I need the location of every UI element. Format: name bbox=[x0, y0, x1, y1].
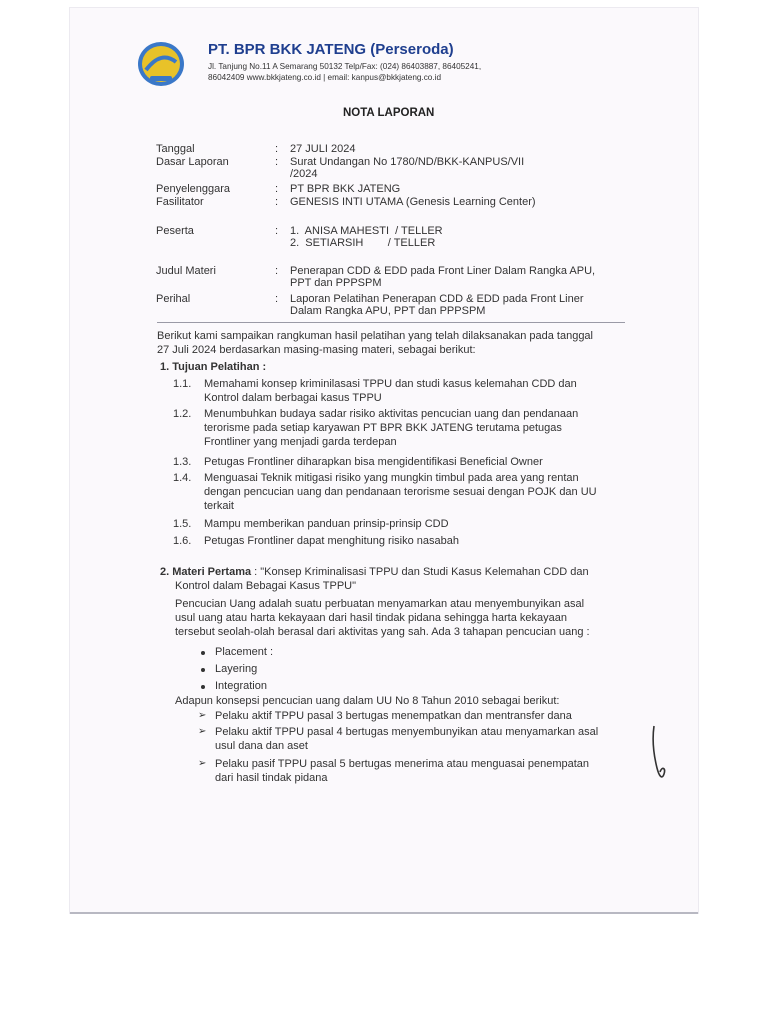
list-item bbox=[204, 407, 629, 449]
list-item bbox=[204, 534, 629, 548]
meta-divider bbox=[157, 322, 625, 323]
list-item-number: 1.1. bbox=[173, 378, 192, 390]
arrow-bullet-icon: ➢ bbox=[198, 726, 207, 737]
meta-label: Penyelenggara bbox=[156, 183, 231, 195]
stage-item: Layering bbox=[215, 663, 258, 675]
list-item-line: Mampu memberikan panduan prinsip-prinsip CDD bbox=[204, 518, 449, 530]
list-item-number: 1.2. bbox=[173, 408, 192, 420]
meta-colon: : bbox=[275, 183, 279, 195]
address-line: Jl. Tanjung No.11 A Semarang 50132 Telp/Fax: (024) 86403887, 86405241, bbox=[208, 62, 482, 71]
intro-line: 27 Juli 2024 berdasarkan masing-masing materi, sebagai berikut: bbox=[157, 344, 476, 356]
bullet-icon bbox=[201, 668, 205, 672]
meta-label: Judul Materi bbox=[156, 265, 216, 277]
konsepsi-item bbox=[215, 725, 630, 753]
konsepsi-item-line: Pelaku aktif TPPU pasal 3 bertugas menempatkan dan mentransfer dana bbox=[215, 710, 572, 722]
meta-value: Laporan Pelatihan Penerapan CDD & EDD pada Front Liner Dalam Rangka APU, PPT dan PPPSPM bbox=[290, 293, 584, 317]
meta-value: 27 JULI 2024 bbox=[290, 143, 356, 155]
meta-colon: : bbox=[275, 156, 279, 168]
konsepsi-item-line: dari hasil tindak pidana bbox=[215, 772, 328, 784]
list-item-line: terkait bbox=[204, 500, 234, 512]
list-item-line: Menumbuhkan budaya sadar risiko aktivitas pencucian uang dan pendanaan bbox=[204, 408, 579, 420]
meta-value: GENESIS INTI UTAMA (Genesis Learning Center) bbox=[290, 196, 536, 208]
konsepsi-item-line: Pelaku pasif TPPU pasal 5 bertugas menerima atau menguasai penempatan bbox=[215, 758, 590, 770]
meta-label: Perihal bbox=[156, 293, 191, 305]
arrow-bullet-icon: ➢ bbox=[198, 758, 207, 769]
list-item-line: Menguasai Teknik mitigasi risiko yang mungkin timbul pada area yang rentan bbox=[204, 472, 579, 484]
meta-label: Fasilitator bbox=[156, 196, 204, 208]
konsepsi-line: Adapun konsepsi pencucian uang dalam UU No 8 Tahun 2010 sebagai berikut: bbox=[175, 695, 560, 707]
meta-colon: : bbox=[275, 225, 279, 237]
konsepsi-item-line: usul dana dan aset bbox=[215, 740, 308, 752]
company-address bbox=[208, 61, 538, 83]
list-item-number: 1.5. bbox=[173, 518, 192, 530]
bullet-icon bbox=[201, 685, 205, 689]
konsepsi-item-line: Pelaku aktif TPPU pasal 4 bertugas menyembunyikan atau menyamarkan asal bbox=[215, 726, 599, 738]
meta-colon: : bbox=[275, 196, 279, 208]
intro-line: Berikut kami sampaikan rangkuman hasil pelatihan yang telah dilaksanakan pada tanggal bbox=[157, 330, 593, 342]
list-item-line: Frontliner yang menjadi garda terdepan bbox=[204, 436, 397, 448]
document-title: NOTA LAPORAN bbox=[343, 107, 435, 119]
list-item-line: Petugas Frontliner diharapkan bisa mengidentifikasi Beneficial Owner bbox=[204, 456, 543, 468]
meta-colon: : bbox=[275, 293, 279, 305]
meta-label: Dasar Laporan bbox=[156, 156, 229, 168]
meta-label: Peserta bbox=[156, 225, 194, 237]
meta-label: Tanggal bbox=[156, 143, 195, 155]
meta-value: PT BPR BKK JATENG bbox=[290, 183, 401, 195]
list-item-line: Petugas Frontliner dapat menghitung risiko nasabah bbox=[204, 535, 459, 547]
address-line: 86042409 www.bkkjateng.co.id | email: kanpus@bkkjateng.co.id bbox=[208, 73, 442, 82]
meta-colon: : bbox=[275, 265, 279, 277]
intro-paragraph bbox=[157, 329, 627, 357]
handwritten-mark bbox=[648, 722, 670, 782]
list-item bbox=[204, 517, 629, 531]
section-2-heading: 2. Materi Pertama : "Konsep Kriminalisasi TPPU dan Studi Kasus Kelemahan CDD dan Kontrol dalam Bebagai Kasus TPPU" bbox=[160, 566, 589, 592]
bullet-icon bbox=[201, 651, 205, 655]
arrow-bullet-icon: ➢ bbox=[198, 710, 207, 721]
stage-item: Integration bbox=[215, 680, 267, 692]
meta-value: 1. ANISA MAHESTI / TELLER 2. SETIARSIH / TELLER bbox=[290, 225, 443, 249]
konsepsi-item bbox=[215, 757, 630, 785]
list-item-line: Memahami konsep kriminilasasi TPPU dan studi kasus kelemahan CDD dan bbox=[204, 378, 577, 390]
meta-value: Penerapan CDD & EDD pada Front Liner Dalam Rangka APU, PPT dan PPPSPM bbox=[290, 265, 596, 289]
list-item-number: 1.6. bbox=[173, 535, 192, 547]
konsepsi-item bbox=[215, 709, 630, 723]
company-name: PT. BPR BKK JATENG (Perseroda) bbox=[208, 41, 454, 58]
list-item bbox=[204, 471, 629, 513]
list-item-number: 1.3. bbox=[173, 456, 192, 468]
list-item bbox=[204, 455, 629, 469]
meta-value: Surat Undangan No 1780/ND/BKK-KANPUS/VII /2024 bbox=[290, 156, 525, 180]
list-item-line: terorisme pada setiap karyawan PT BPR BKK JATENG terutama petugas bbox=[204, 422, 562, 434]
meta-colon: : bbox=[275, 143, 279, 155]
list-item-line: dengan pencucian uang dan pendanaan terorisme sesuai dengan POJK dan UU bbox=[204, 486, 597, 498]
list-item-line: Kontrol dalam berbagai kasus TPPU bbox=[204, 392, 382, 404]
section-1-heading: 1. Tujuan Pelatihan : bbox=[160, 361, 267, 373]
stage-item: Placement : bbox=[215, 646, 274, 658]
list-item bbox=[204, 377, 629, 405]
company-logo bbox=[136, 40, 186, 88]
section-2-paragraph: Pencucian Uang adalah suatu perbuatan menyamarkan atau menyembunyikan asal usul uang atau harta kekayaan dari hasil tindak pidana sehingga harta kekayaan tersebut seolah-olah berasal dari aktivitas yang sah. Ada 3 tahapan pencucian uang : bbox=[175, 598, 590, 638]
list-item-number: 1.4. bbox=[173, 472, 192, 484]
page-edge bbox=[70, 912, 698, 914]
